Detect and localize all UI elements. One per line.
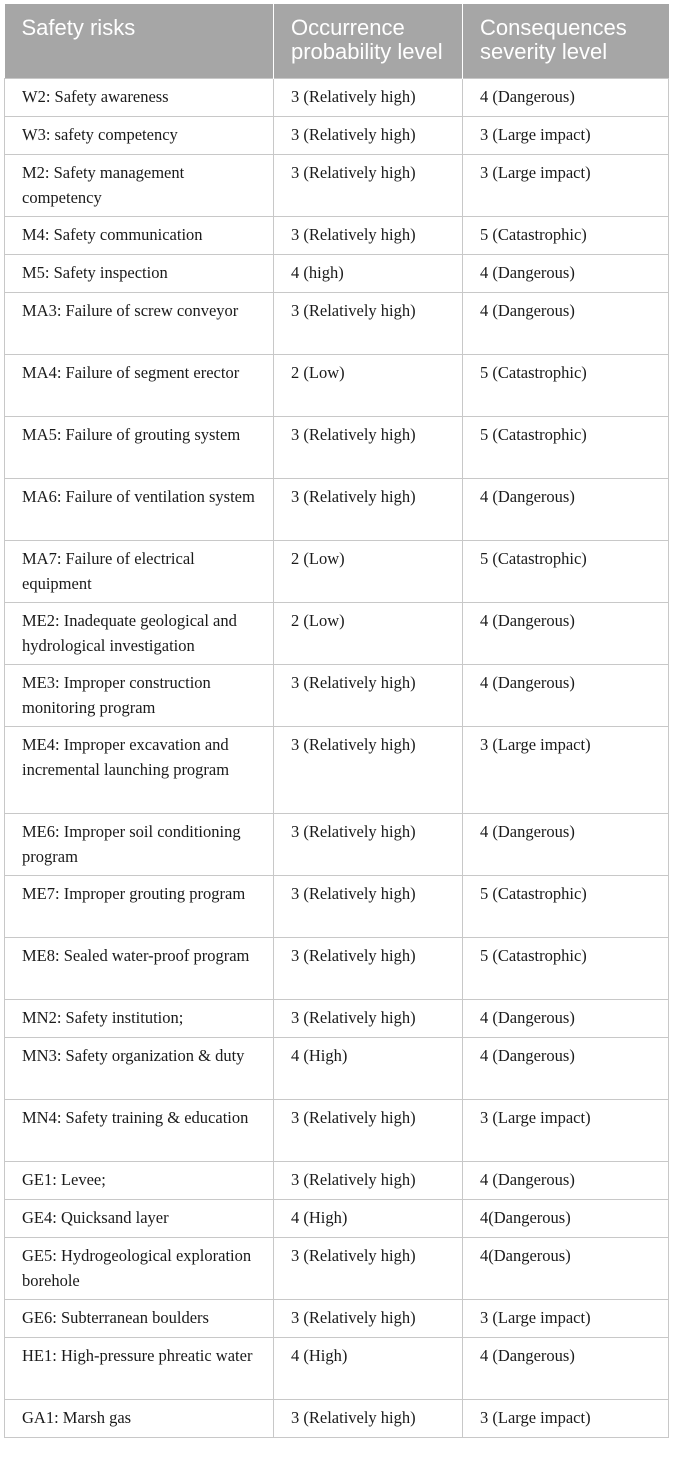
table-row: [5, 1399, 669, 1437]
table-row: [5, 1199, 669, 1237]
table-row: [5, 602, 669, 664]
severity-cell: 3 (Large impact): [463, 1099, 669, 1161]
severity-cell: 5 (Catastrophic): [463, 216, 669, 254]
probability-cell: 3 (Relatively high): [274, 1399, 463, 1437]
probability-cell: 3 (Relatively high): [274, 116, 463, 154]
probability-cell: 2 (Low): [274, 540, 463, 602]
severity-cell: 4 (Dangerous): [463, 664, 669, 726]
table-row: [5, 875, 669, 937]
severity-cell: 4 (Dangerous): [463, 254, 669, 292]
risk-cell: GE5: Hydrogeological exploration borehole: [5, 1237, 274, 1299]
probability-cell: 3 (Relatively high): [274, 999, 463, 1037]
table-row: [5, 78, 669, 116]
probability-cell: 3 (Relatively high): [274, 726, 463, 813]
risk-cell: GA1: Marsh gas: [5, 1399, 274, 1437]
risk-cell: ME6: Improper soil conditioning program: [5, 813, 274, 875]
header-safety-risks: Safety risks: [5, 4, 274, 78]
risk-cell: M4: Safety communication: [5, 216, 274, 254]
probability-cell: 3 (Relatively high): [274, 875, 463, 937]
risk-cell: ME7: Improper grouting program: [5, 875, 274, 937]
table-row: [5, 937, 669, 999]
risk-cell: ME8: Sealed water-proof program: [5, 937, 274, 999]
severity-cell: 5 (Catastrophic): [463, 416, 669, 478]
risk-cell: MA4: Failure of segment erector: [5, 354, 274, 416]
table-body: [5, 78, 669, 1437]
risk-cell: MA7: Failure of electrical equipment: [5, 540, 274, 602]
risk-cell: HE1: High-pressure phreatic water: [5, 1337, 274, 1399]
table-row: [5, 1099, 669, 1161]
probability-cell: 3 (Relatively high): [274, 154, 463, 216]
table-row: [5, 1299, 669, 1337]
risk-cell: GE6: Subterranean boulders: [5, 1299, 274, 1337]
severity-cell: 3 (Large impact): [463, 154, 669, 216]
header-consequence-severity: Consequences severity level: [463, 4, 669, 78]
probability-cell: 2 (Low): [274, 354, 463, 416]
severity-cell: 5 (Catastrophic): [463, 937, 669, 999]
risk-cell: ME4: Improper excavation and incremental launching program: [5, 726, 274, 813]
probability-cell: 3 (Relatively high): [274, 1237, 463, 1299]
severity-cell: 4 (Dangerous): [463, 292, 669, 354]
severity-cell: 4 (Dangerous): [463, 1037, 669, 1099]
table-row: [5, 726, 669, 813]
severity-cell: 3 (Large impact): [463, 116, 669, 154]
table-header: [5, 4, 669, 78]
probability-cell: 3 (Relatively high): [274, 216, 463, 254]
safety-risk-table: [4, 4, 669, 1438]
table-row: [5, 254, 669, 292]
risk-cell: MA5: Failure of grouting system: [5, 416, 274, 478]
severity-cell: 3 (Large impact): [463, 726, 669, 813]
probability-cell: 3 (Relatively high): [274, 1099, 463, 1161]
probability-cell: 4 (high): [274, 254, 463, 292]
probability-cell: 3 (Relatively high): [274, 292, 463, 354]
probability-cell: 3 (Relatively high): [274, 1299, 463, 1337]
probability-cell: 3 (Relatively high): [274, 813, 463, 875]
risk-cell: ME2: Inadequate geological and hydrological investigation: [5, 602, 274, 664]
severity-cell: 4 (Dangerous): [463, 602, 669, 664]
risk-cell: MN3: Safety organization & duty: [5, 1037, 274, 1099]
probability-cell: 3 (Relatively high): [274, 1161, 463, 1199]
risk-cell: GE1: Levee;: [5, 1161, 274, 1199]
probability-cell: 3 (Relatively high): [274, 78, 463, 116]
severity-cell: 5 (Catastrophic): [463, 540, 669, 602]
severity-cell: 4(Dangerous): [463, 1237, 669, 1299]
severity-cell: 3 (Large impact): [463, 1299, 669, 1337]
table-row: [5, 813, 669, 875]
table-row: [5, 664, 669, 726]
probability-cell: 2 (Low): [274, 602, 463, 664]
risk-cell: MN4: Safety training & education: [5, 1099, 274, 1161]
risk-cell: W2: Safety awareness: [5, 78, 274, 116]
table-row: [5, 216, 669, 254]
table-row: [5, 1037, 669, 1099]
severity-cell: 4 (Dangerous): [463, 1337, 669, 1399]
probability-cell: 3 (Relatively high): [274, 416, 463, 478]
probability-cell: 4 (High): [274, 1199, 463, 1237]
table-row: [5, 1237, 669, 1299]
probability-cell: 3 (Relatively high): [274, 664, 463, 726]
severity-cell: 5 (Catastrophic): [463, 354, 669, 416]
table-row: [5, 478, 669, 540]
severity-cell: 4 (Dangerous): [463, 999, 669, 1037]
table-row: [5, 116, 669, 154]
severity-cell: 4 (Dangerous): [463, 78, 669, 116]
header-row: [5, 4, 669, 78]
header-occurrence-probability: Occurrence probability level: [274, 4, 463, 78]
severity-cell: 3 (Large impact): [463, 1399, 669, 1437]
risk-cell: ME3: Improper construction monitoring program: [5, 664, 274, 726]
severity-cell: 4(Dangerous): [463, 1199, 669, 1237]
risk-cell: MA3: Failure of screw conveyor: [5, 292, 274, 354]
risk-cell: M2: Safety management competency: [5, 154, 274, 216]
table-row: [5, 416, 669, 478]
risk-cell: MN2: Safety institution;: [5, 999, 274, 1037]
table-row: [5, 1337, 669, 1399]
table-row: [5, 999, 669, 1037]
probability-cell: 3 (Relatively high): [274, 478, 463, 540]
table-row: [5, 354, 669, 416]
severity-cell: 5 (Catastrophic): [463, 875, 669, 937]
probability-cell: 3 (Relatively high): [274, 937, 463, 999]
probability-cell: 4 (High): [274, 1337, 463, 1399]
severity-cell: 4 (Dangerous): [463, 478, 669, 540]
risk-cell: MA6: Failure of ventilation system: [5, 478, 274, 540]
risk-cell: GE4: Quicksand layer: [5, 1199, 274, 1237]
table-row: [5, 292, 669, 354]
table-row: [5, 1161, 669, 1199]
severity-cell: 4 (Dangerous): [463, 1161, 669, 1199]
severity-cell: 4 (Dangerous): [463, 813, 669, 875]
table-row: [5, 540, 669, 602]
risk-cell: M5: Safety inspection: [5, 254, 274, 292]
risk-cell: W3: safety competency: [5, 116, 274, 154]
probability-cell: 4 (High): [274, 1037, 463, 1099]
table-row: [5, 154, 669, 216]
